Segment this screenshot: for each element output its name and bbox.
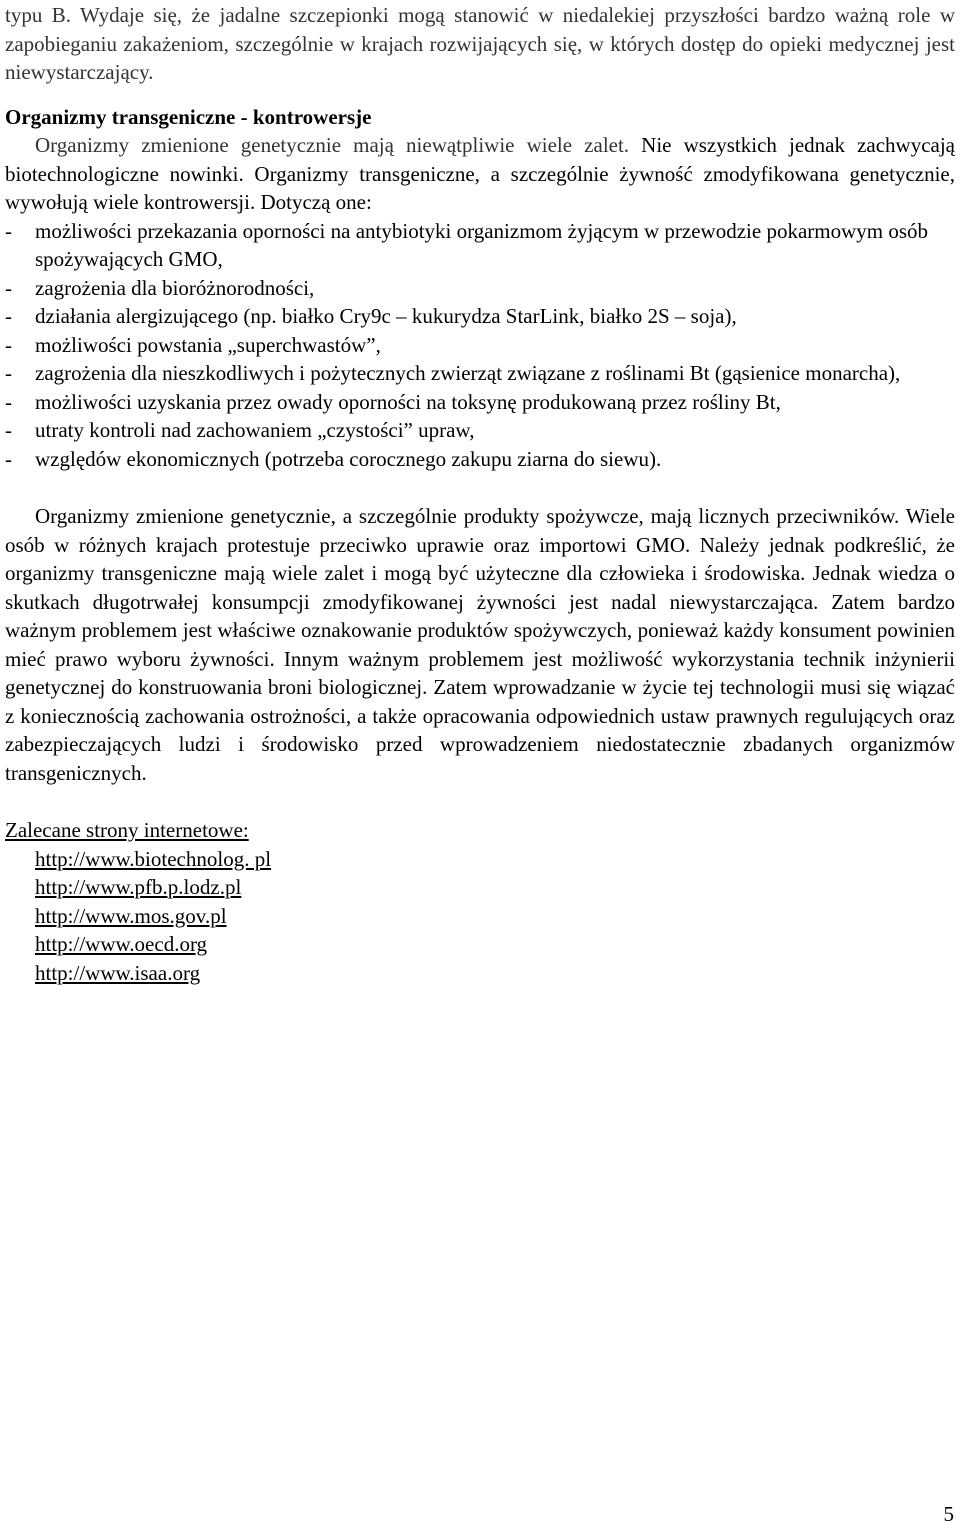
list-item [5, 217, 955, 274]
bullet-dash: - [5, 446, 12, 471]
list-item-text: utraty kontroli nad zachowaniem „czystości” upraw, [35, 418, 475, 442]
body-paragraph: Organizmy zmienione genetycznie, a szczególnie produkty spożywcze, mają licznych przeciwników. Wiele osób w różnych krajach protestuje przeciwko uprawie oraz importowi GMO. Należy jednak podkreślić, że organizmy transgeniczne mają wiele zalet i mogą być użyteczne dla człowieka i środowiska. Jednak wiedza o skutkach długotrwałej konsumpcji zmodyfikowanej żywności jest nadal niewystarczająca. Zatem bardzo ważnym problemem jest właściwe oznakowanie produktów spożywczych, ponieważ każdy konsument powinien mieć prawo wyboru żywności. Innym ważnym problemem jest możliwość wykorzystania technik inżynierii genetycznej do konstruowania broni biologicznej. Zatem wprowadzanie w życie tej technologii musi się wiązać z koniecznością zachowania ostrożności, a także opracowania odpowiednich ustaw prawnych regulujących oraz zabezpieczających ludzi i środowisko przed wprowadzeniem niedostatecznie zbadanych organizmów transgenicznych. [5, 504, 955, 785]
intro-paragraph: typu B. Wydaje się, że jadalne szczepionki mogą stanowić w niedalekiej przyszłości bardzo ważną role w zapobieganiu zakażeniom, szczególnie w krajach rozwijających się, w których dostęp do opieki medycznej jest niewystarczający. [5, 3, 955, 84]
bullet-dash: - [5, 389, 12, 414]
list-item [5, 359, 955, 388]
list-item [5, 445, 955, 474]
bullet-dash: - [5, 275, 12, 300]
section-lead-gray: Organizmy zmienione genetycznie mają niewątpliwie wiele zalet. [35, 133, 630, 157]
section-heading: Organizmy transgeniczne - kontrowersje [5, 104, 372, 129]
link-pfb[interactable]: http://www.pfb.p.lodz.pl [35, 875, 242, 899]
list-item [5, 331, 955, 360]
link-isaa[interactable]: http://www.isaa.org [35, 960, 201, 985]
links-heading: Zalecane strony internetowe: [5, 818, 249, 842]
list-item-text: możliwości uzyskania przez owady oporności na toksynę produkowaną przez rośliny Bt, [35, 389, 781, 414]
document-page [5, 0, 955, 987]
list-item-text: możliwości przekazania oporności na antybiotyki organizmom żyjącym w przewodzie pokarmowym osób spożywających GMO, [35, 218, 929, 271]
list-item [5, 416, 955, 445]
bullet-dash: - [5, 332, 12, 357]
section-lead-paragraph [5, 131, 955, 217]
list-item-text: możliwości powstania „superchwastów”, [35, 332, 381, 357]
list-item [5, 302, 955, 331]
link-mos[interactable]: http://www.mos.gov.pl [35, 903, 227, 928]
list-item [5, 274, 955, 303]
bullet-dash: - [5, 361, 12, 385]
list-item-text: zagrożenia dla bioróżnorodności, [35, 275, 315, 300]
list-item-text: względów ekonomicznych (potrzeba corocznego zakupu ziarna do siewu). [35, 446, 662, 471]
links-list [5, 845, 955, 988]
link-oecd[interactable]: http://www.oecd.org [35, 932, 208, 956]
list-item-text: działania alergizującego (np. białko Cry9c – kukurydza StarLink, białko 2S – soja), [35, 304, 737, 328]
bullet-dash: - [5, 218, 12, 243]
page-number: 5 [943, 1502, 954, 1526]
list-item [5, 388, 955, 417]
controversies-list [5, 217, 955, 474]
bullet-dash: - [5, 304, 12, 328]
section-lead-rest: Nie wszystkich jednak zachwycają biotechnologiczne nowinki. Organizmy transgeniczne, a szczególnie żywność zmodyfikowana genetycznie, wywołują wiele kontrowersji. Dotyczą one: [5, 133, 955, 214]
bullet-dash: - [5, 418, 12, 442]
list-item-text: zagrożenia dla nieszkodliwych i pożytecznych zwierząt związane z roślinami Bt (gąsienice monarcha), [35, 361, 901, 385]
link-biotechnolog[interactable]: http://www.biotechnolog. pl [35, 846, 272, 871]
